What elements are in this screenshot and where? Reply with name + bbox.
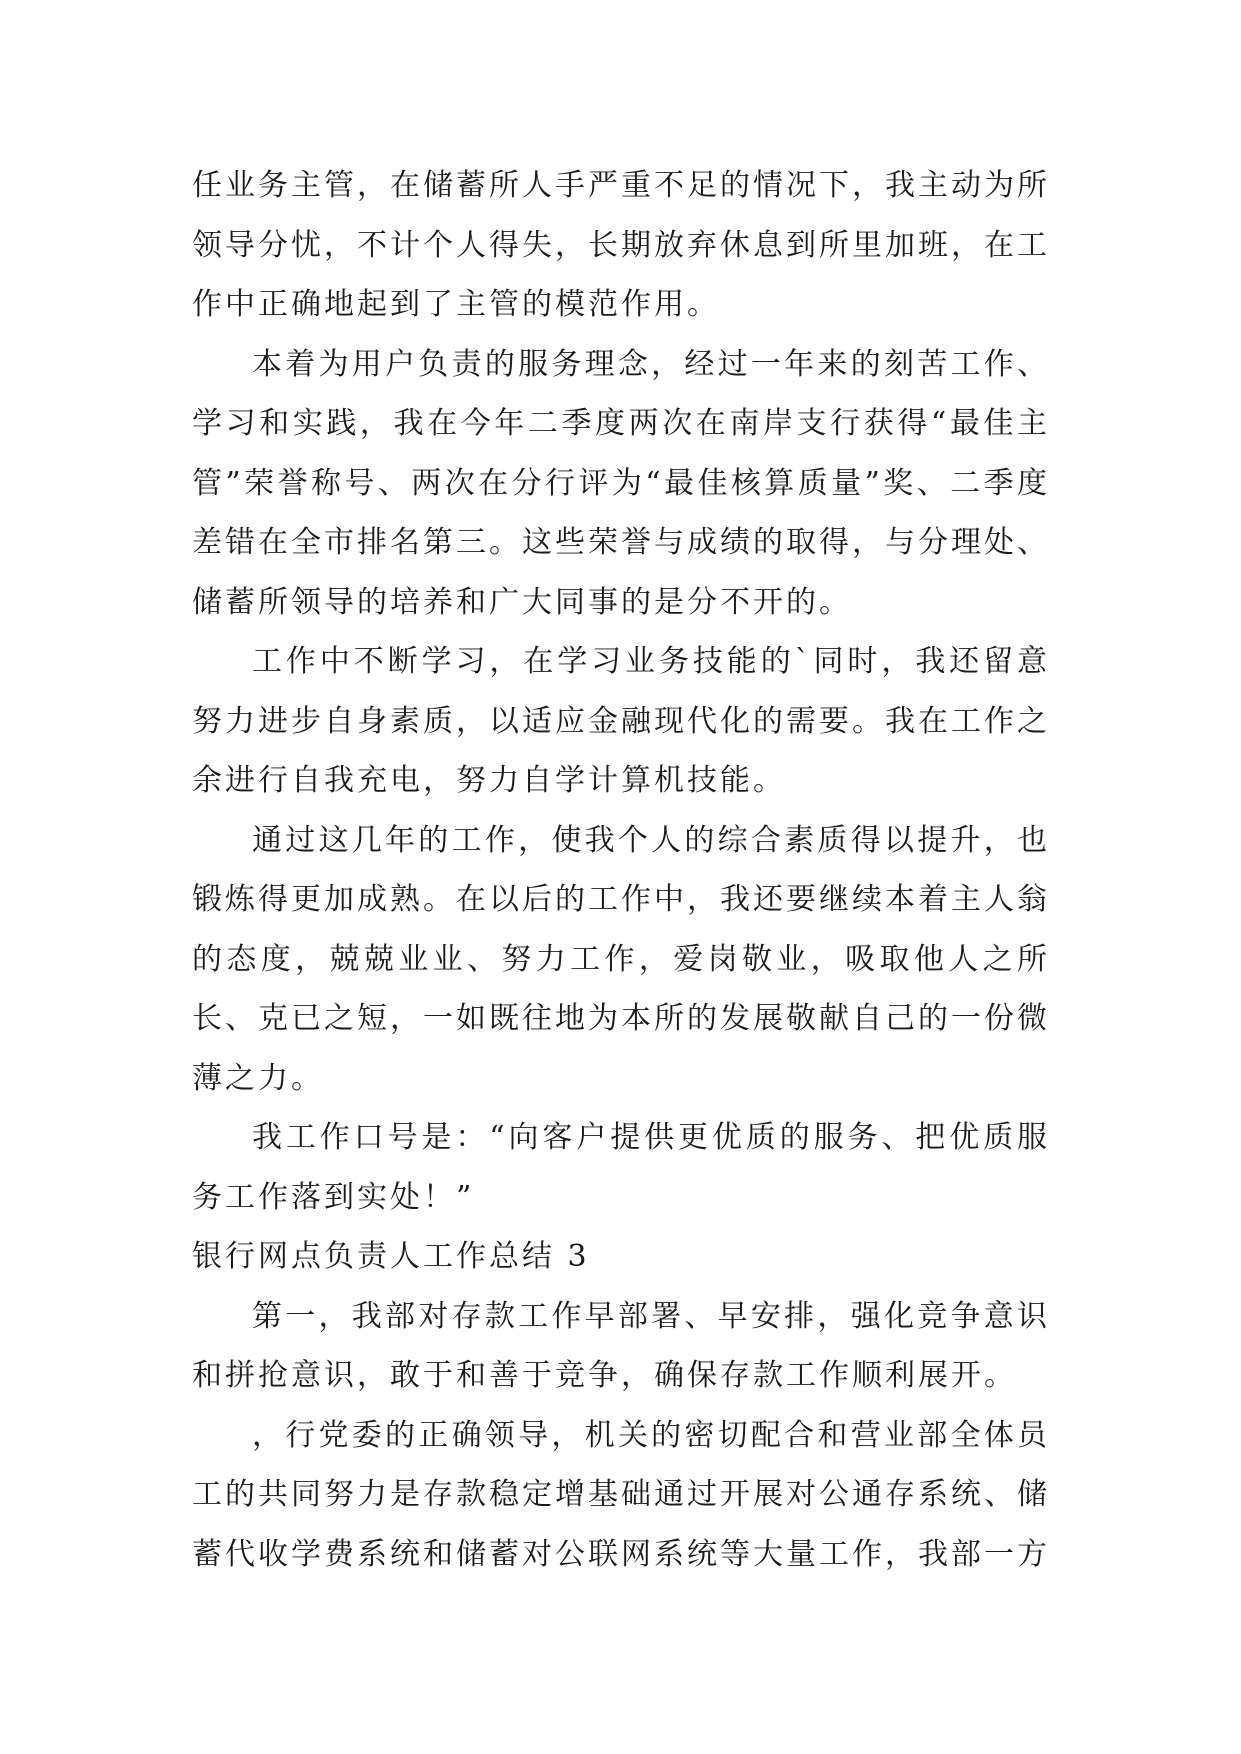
paragraph-deposit-second: ，行党委的正确领导，机关的密切配合和营业部全体员工的共同努力是存款稳定增基础通过开展对公通存系统、储蓄代收学费系统和储蓄对公联网系统等大量工作，我部一方 [192,1417,1050,1572]
paragraph-growth: 通过这几年的工作，使我个人的综合素质得以提升，也锻炼得更加成熟。在以后的工作中，我还要继续本着主人翁的态度，兢兢业业、努力工作，爱岗敬业，吸取他人之所长、克已之短，一如既往地为本所的发展敬献自己的一份微薄之力。 [192,822,1050,1096]
paragraph-continuation: 任业务主管，在储蓄所人手严重不足的情况下，我主动为所领导分忧，不计个人得失，长期放弃休息到所里加班，在工作中正确地起到了主管的模范作用。 [192,168,1050,322]
section-heading: 银行网点负责人工作总结 3 [192,1239,590,1274]
paragraph-deposit-first: 第一，我部对存款工作早部署、早安排，强化竞争意识和拼抢意识，敢于和善于竞争，确保存款工作顺利展开。 [192,1298,1050,1393]
paragraph-slogan: 我工作口号是：“向客户提供更优质的服务、把优质服务工作落到实处！” [192,1120,1050,1215]
document-body [192,156,1050,1584]
paragraph-learning: 工作中不断学习，在学习业务技能的`同时，我还留意努力进步自身素质，以适应金融现代化的需要。我在工作之余进行自我充电，努力自学计算机技能。 [192,644,1050,798]
paragraph-service-concept: 本着为用户负责的服务理念，经过一年来的刻苦工作、学习和实践，我在今年二季度两次在南岸支行获得“最佳主管”荣誉称号、两次在分行评为“最佳核算质量”奖、二季度差错在全市排名第三。这些荣誉与成绩的取得，与分理处、储蓄所领导的培养和广大同事的是分不开的。 [192,346,1050,620]
